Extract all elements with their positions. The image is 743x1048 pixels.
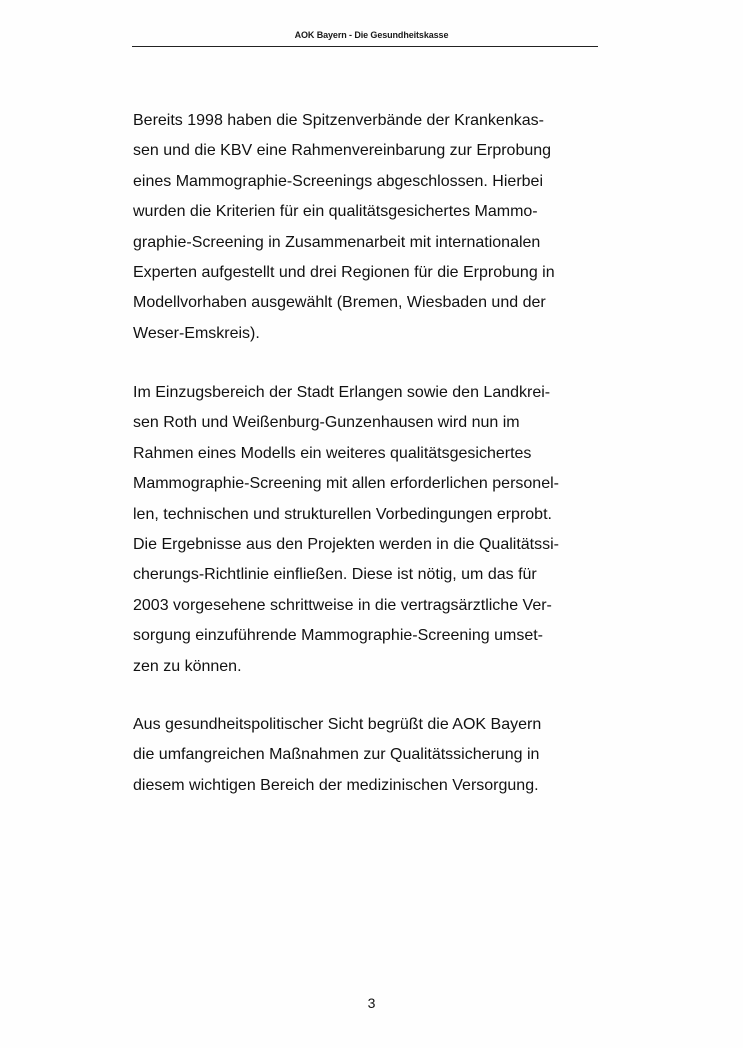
header-rule (132, 46, 598, 47)
paragraph-spitzenverbaende (133, 106, 603, 349)
page-number: 3 (367, 995, 376, 1011)
text-line: Bereits 1998 haben die Spitzenverbände der Krankenkas- (133, 112, 544, 129)
text-line: Modellvorhaben ausgewählt (Bremen, Wiesbaden und der (133, 294, 546, 312)
text-line: Die Ergebnisse aus den Projekten werden in die Qualitätssi- (133, 536, 560, 554)
text-line: Im Einzugsbereich der Stadt Erlangen sowie den Landkrei- (133, 384, 551, 401)
text-line: wurden die Kriterien für ein qualitätsgesichertes Mammo- (133, 203, 538, 221)
text-line: Weser-Emskreis). (133, 324, 260, 342)
text-line: sorgung einzuführende Mammographie-Screening umset- (133, 627, 543, 645)
paragraph-erlangen-modell (133, 378, 603, 682)
text-line: sen und die KBV eine Rahmenvereinbarung zur Erprobung (133, 142, 552, 160)
running-header: AOK Bayern - Die Gesundheitskasse (294, 30, 449, 40)
text-line: diesem wichtigen Bereich der medizinischen Versorgung. (133, 776, 539, 794)
text-line: cherungs-Richtlinie einfließen. Diese ist nötig, um das für (133, 566, 537, 584)
text-line: len, technischen und strukturellen Vorbedingungen erprobt. (133, 505, 552, 523)
text-line: sen Roth und Weißenburg-Gunzenhausen wird nun im (133, 414, 520, 432)
text-line: Mammographie-Screening mit allen erforderlichen personel- (133, 475, 559, 493)
text-line: eines Mammographie-Screenings abgeschlossen. Hierbei (133, 172, 543, 190)
text-line: die umfangreichen Maßnahmen zur Qualitätssicherung in (133, 746, 540, 764)
paragraph-aok-statement (133, 710, 603, 801)
text-line: Rahmen eines Modells ein weiteres qualitätsgesichertes (133, 444, 532, 462)
text-line: 2003 vorgesehene schrittweise in die vertragsärztliche Ver- (133, 596, 552, 614)
text-line: zen zu können. (133, 657, 242, 675)
text-line: graphie-Screening in Zusammenarbeit mit internationalen (133, 233, 541, 251)
text-line: Aus gesundheitspolitischer Sicht begrüßt die AOK Bayern (133, 716, 542, 733)
text-line: Experten aufgestellt und drei Regionen für die Erprobung in (133, 264, 555, 282)
